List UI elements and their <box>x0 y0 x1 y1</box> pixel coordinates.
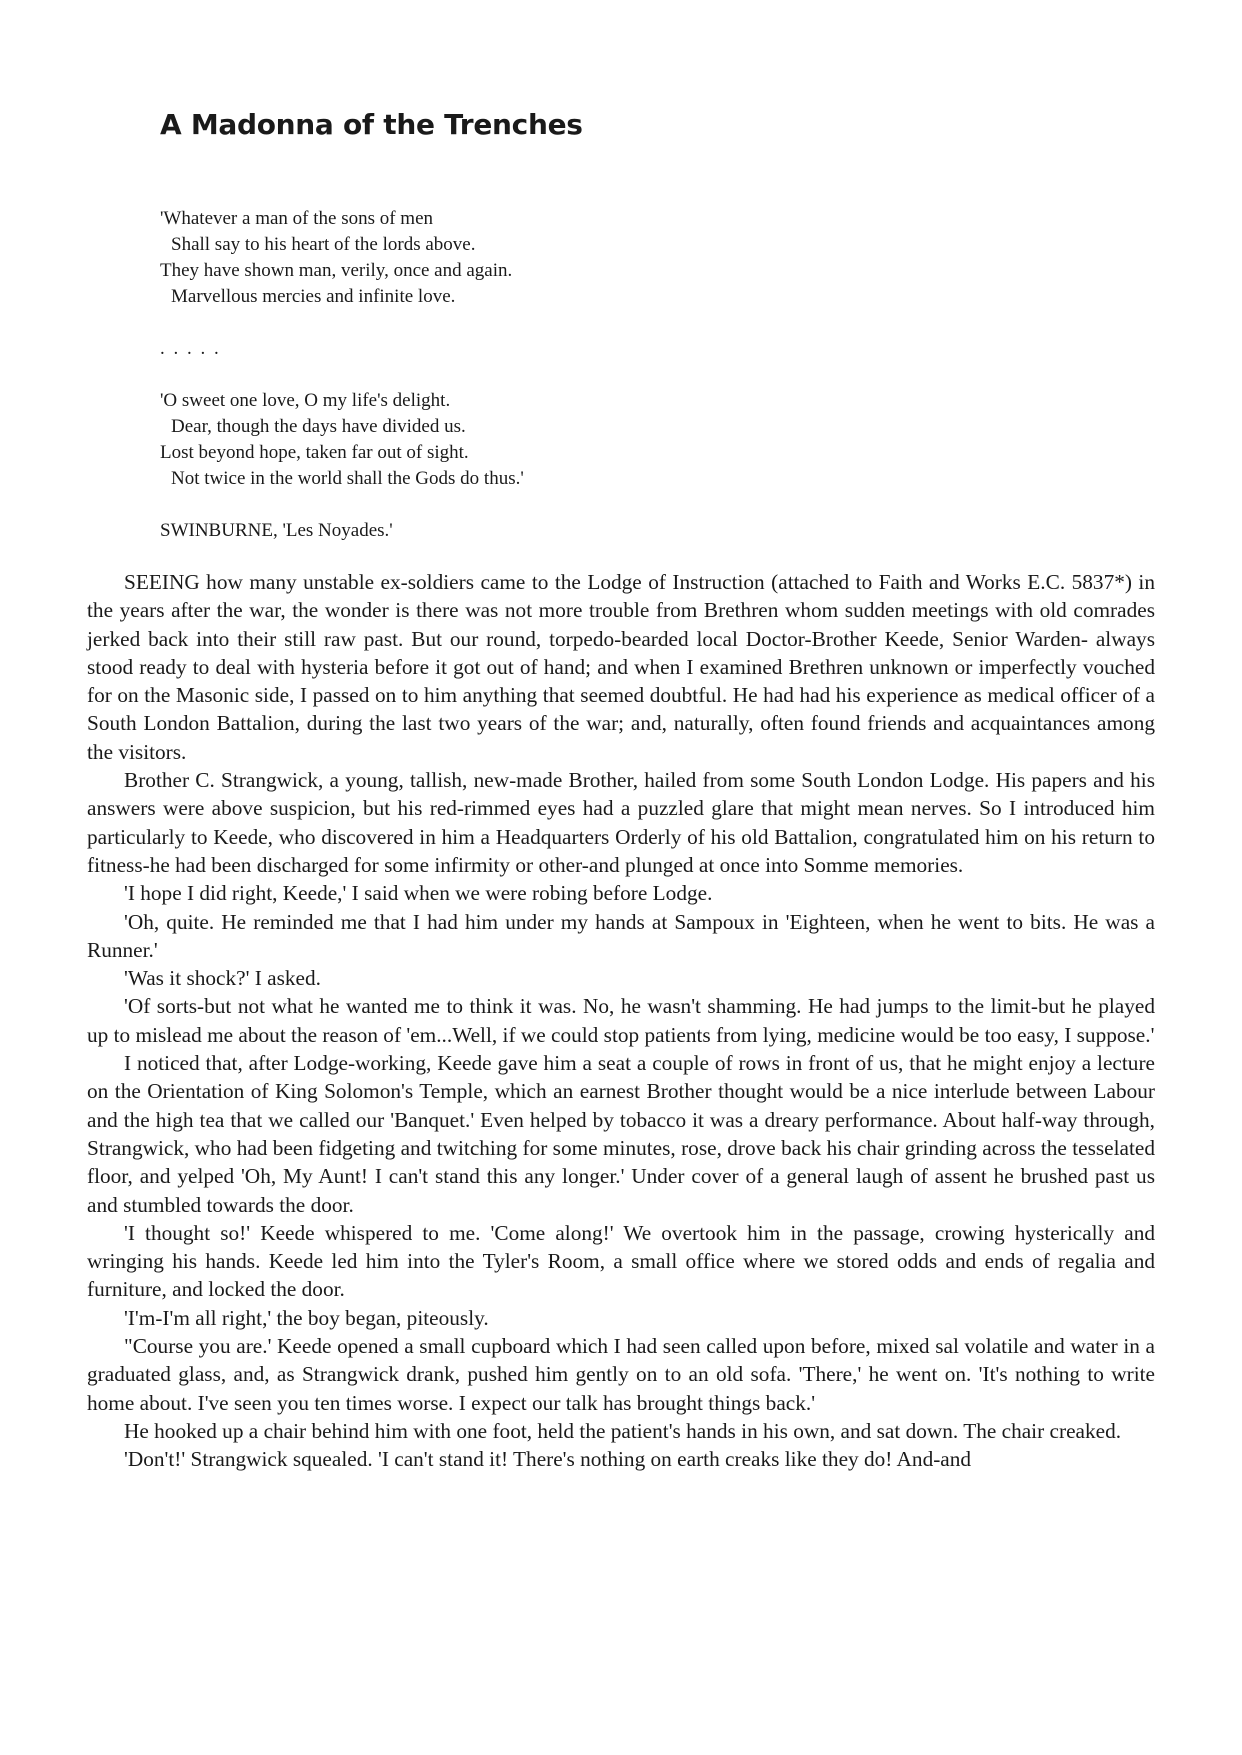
paragraph: 'Don't!' Strangwick squealed. 'I can't stand it! There's nothing on earth creaks like they do! And-and <box>124 1447 972 1472</box>
verse-line: 'Whatever a man of the sons of men <box>160 208 434 229</box>
paragraph: Brother C. Strangwick, a young, tallish, new-made Brother, hailed from some South London Lodge. His papers and his answers were above suspicion, but his red-rimmed eyes had a puzzled glare that might mean nerves. So I introduced him particularly to Keede, who discovered in him a Headquarters Orderly of his old Battalion, congratulated him on his return to fitness-he had been discharged for some infirmity or other-and plunged at once into Somme memories. <box>87 768 1155 877</box>
epigraph-attribution: SWINBURNE, 'Les Noyades.' <box>160 520 393 541</box>
paragraph: He hooked up a chair behind him with one foot, held the patient's hands in his own, and sat down. The chair creaked. <box>124 1418 1122 1443</box>
paragraph: 'Oh, quite. He reminded me that I had him under my hands at Sampoux in 'Eighteen, when he went to bits. He was a Runner.' <box>87 909 1155 962</box>
paragraph: 'Of sorts-but not what he wanted me to think it was. No, he wasn't shamming. He had jumps to the limit-but he played up to mislead me about the reason of 'em...Well, if we could stop patients from lying, medicine would be too easy, I suppose.' <box>87 994 1155 1047</box>
verse-line: They have shown man, verily, once and again. <box>160 260 513 281</box>
epigraph <box>160 206 860 544</box>
verse-line: Shall say to his heart of the lords above. <box>171 234 476 255</box>
paragraph: 'I'm-I'm all right,' the boy began, piteously. <box>124 1305 489 1330</box>
page-title: A Madonna of the Trenches <box>160 108 583 141</box>
paragraph: I noticed that, after Lodge-working, Keede gave him a seat a couple of rows in front of us, that he might enjoy a lecture on the Orientation of King Solomon's Temple, which an earnest Brother thought would be a nice interlude between Labour and the high tea that we called our 'Banquet.' Even helped by tobacco it was a dreary performance. About half-way through, Strangwick, who had been fidgeting and twitching for some minutes, rose, drove back his chair grinding across the tesselated floor, and yelped 'Oh, My Aunt! I can't stand this any longer.' Under cover of a general laugh of assent he brushed past us and stumbled towards the door. <box>87 1051 1155 1217</box>
epigraph-separator: . . . . . <box>160 338 221 359</box>
verse-line: Not twice in the world shall the Gods do thus.' <box>171 468 524 489</box>
paragraph: SEEING how many unstable ex-soldiers came to the Lodge of Instruction (attached to Faith and Works E.C. 5837*) in the years after the war, the wonder is there was not more trouble from Brethren whom sudden meetings with old comrades jerked back into their still raw past. But our round, torpedo-bearded local Doctor-Brother Keede, Senior Warden- always stood ready to deal with hysteria before it got out of hand; and when I examined Brethren unknown or imperfectly vouched for on the Masonic side, I passed on to him anything that seemed doubtful. He had had his experience as medical officer of a South London Battalion, during the last two years of the war; and, naturally, often found friends and acquaintances among the visitors. <box>87 570 1155 764</box>
paragraph: 'Was it shock?' I asked. <box>124 966 321 991</box>
verse-line: Marvellous mercies and infinite love. <box>171 286 456 307</box>
verse-line: 'O sweet one love, O my life's delight. <box>160 390 451 411</box>
paragraph: 'I hope I did right, Keede,' I said when we were robing before Lodge. <box>124 881 713 906</box>
epigraph-stanza-2 <box>160 388 860 492</box>
epigraph-stanza-1 <box>160 206 860 310</box>
paragraph: "Course you are.' Keede opened a small cupboard which I had seen called upon before, mixed sal volatile and water in a graduated glass, and, as Strangwick drank, pushed him gently on to an old sofa. 'There,' he went on. 'It's nothing to write home about. I've seen you ten times worse. I expect our talk has brought things back.' <box>87 1334 1155 1415</box>
verse-line: Dear, though the days have divided us. <box>171 416 466 437</box>
verse-line: Lost beyond hope, taken far out of sight. <box>160 442 469 463</box>
body-text <box>87 568 1155 1474</box>
paragraph: 'I thought so!' Keede whispered to me. 'Come along!' We overtook him in the passage, crowing hysterically and wringing his hands. Keede led him into the Tyler's Room, a small office where we stored odds and ends of regalia and furniture, and locked the door. <box>87 1220 1155 1302</box>
